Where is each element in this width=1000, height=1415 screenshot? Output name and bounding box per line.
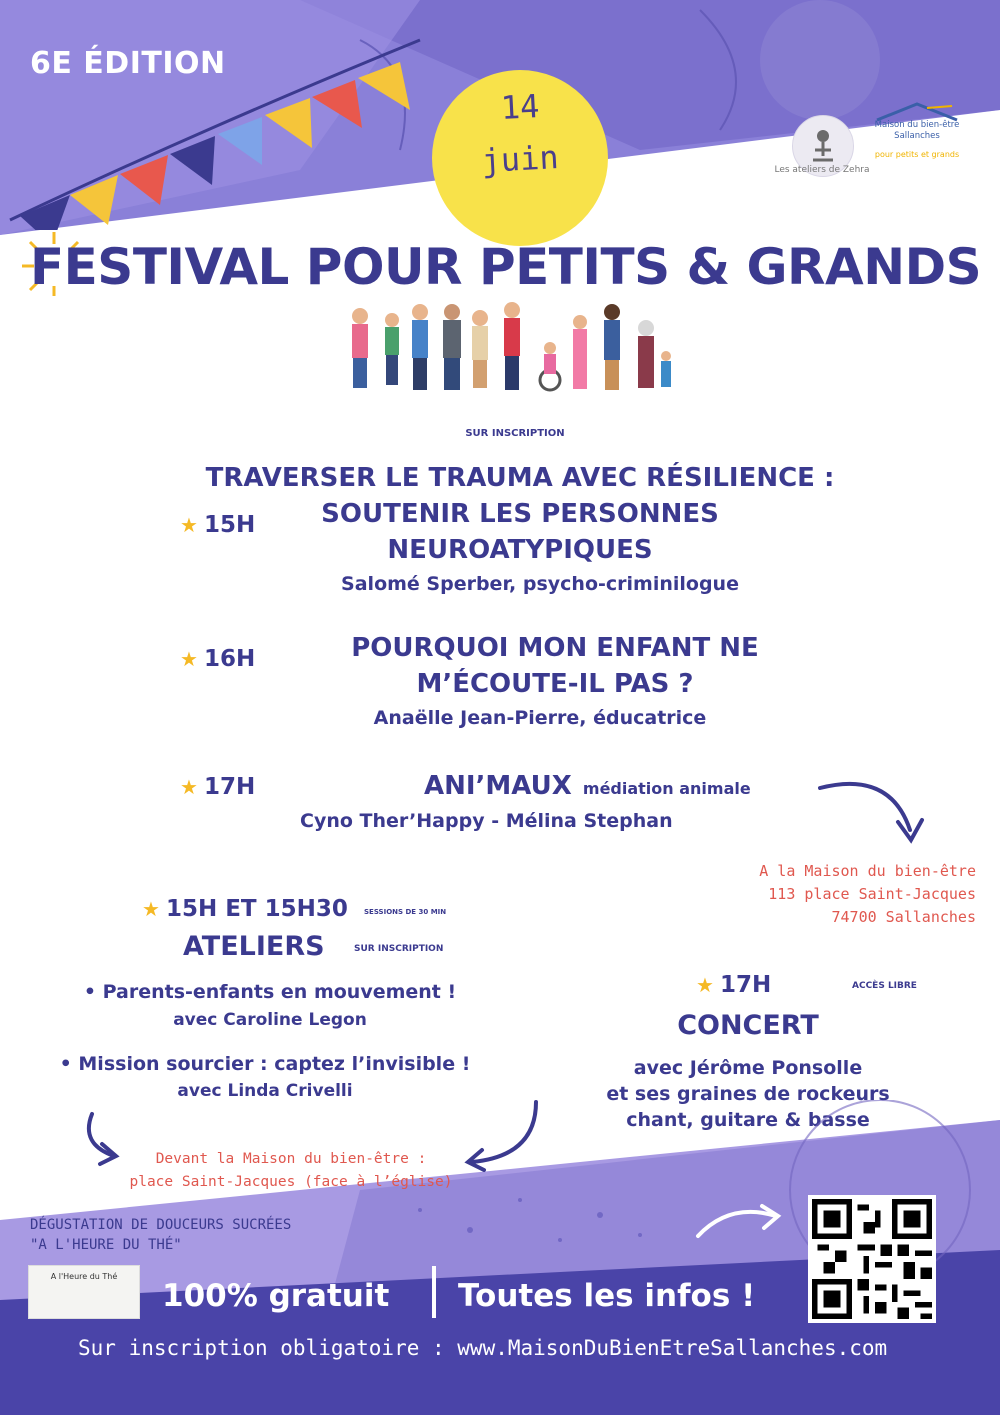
workshop-1-title: • Parents-enfants en mouvement ! xyxy=(83,981,457,1003)
workshop-1-host: avec Caroline Legon xyxy=(173,1010,367,1030)
curved-arrow-icon xyxy=(810,770,940,860)
tea-house-logo-text: A l'Heure du Thé xyxy=(50,1272,118,1281)
talk-1-title-line-2: SOUTENIR LES PERSONNES xyxy=(321,499,719,529)
workshop-2-title: • Mission sourcier : captez l’invisible ! xyxy=(59,1053,471,1075)
concert-line-3: chant, guitare & basse xyxy=(626,1109,870,1131)
talk-1-speaker: Salomé Sperber, psycho-criminilogue xyxy=(341,573,739,595)
talk-2-time: ★ 16H xyxy=(180,646,256,672)
free-label: 100% gratuit xyxy=(162,1278,390,1314)
talk-3-subtitle: médiation animale xyxy=(582,779,751,798)
star-icon: ★ xyxy=(180,775,198,799)
star-icon: ★ xyxy=(180,647,198,671)
workshops-time: ★ 15H ET 15H30 xyxy=(142,896,348,922)
talk-2-speaker: Anaëlle Jean-Pierre, éducatrice xyxy=(373,707,707,729)
talk-3-title: ANI’MAUX xyxy=(424,771,572,801)
talk-1-title-line-1: TRAVERSER LE TRAUMA AVEC RÉSILIENCE : xyxy=(205,463,835,493)
venue-outside xyxy=(110,1148,472,1194)
people-illustration xyxy=(340,298,680,398)
venue-outside-line-2: place Saint-Jacques (face à l’église) xyxy=(129,1174,453,1190)
tasting-line-2: "A L'HEURE DU THÉ" xyxy=(30,1237,182,1253)
talk-3-heading xyxy=(424,768,751,804)
venue-inside-line-1: A la Maison du bien-être xyxy=(759,862,976,880)
festival-title: FESTIVAL POUR PETITS & GRANDS xyxy=(30,238,982,296)
edition-label: 6E ÉDITION xyxy=(30,46,226,81)
workshop-2-host: avec Linda Crivelli xyxy=(177,1081,353,1101)
venue-inside xyxy=(700,860,976,929)
workshops-registration-note: SUR INSCRIPTION xyxy=(354,944,444,954)
talk-3-speaker: Cyno Ther’Happy - Mélina Stephan xyxy=(300,810,673,832)
star-icon: ★ xyxy=(142,897,160,921)
workshops-sessions-note: SESSIONS DE 30 MIN xyxy=(364,908,447,916)
venue-outside-line-1: Devant la Maison du bien-être : xyxy=(155,1151,427,1167)
star-icon: ★ xyxy=(696,973,714,997)
footer-divider xyxy=(432,1266,436,1318)
registration-website[interactable]: Sur inscription obligatoire : www.MaisonDuBienEtreSallanches.com xyxy=(78,1336,888,1360)
venue-inside-line-2: 113 place Saint-Jacques xyxy=(768,885,976,903)
info-label: Toutes les infos ! xyxy=(458,1278,756,1314)
maison-logo-tagline: pour petits et grands xyxy=(874,150,960,159)
talk-1-title-line-3: NEUROATYPIQUES xyxy=(387,535,653,565)
workshops-heading: ATELIERS xyxy=(183,931,325,962)
concert-time: ★ 17H xyxy=(696,972,772,998)
talk-2-title-line-2: M’ÉCOUTE-IL PAS ? xyxy=(416,669,694,699)
qr-code-icon xyxy=(812,1199,932,1319)
ateliers-logo-caption: Les ateliers de Zehra xyxy=(774,165,870,175)
concert-line-2: et ses graines de rockeurs xyxy=(606,1083,890,1105)
concert-access-note: ACCÈS LIBRE xyxy=(852,981,917,991)
talk-2-title-line-1: POURQUOI MON ENFANT NE xyxy=(351,633,759,663)
tasting-line-1: DÉGUSTATION DE DOUCEURS SUCRÉES xyxy=(30,1217,292,1233)
star-icon: ★ xyxy=(180,513,198,537)
venue-inside-line-3: 74700 Sallanches xyxy=(831,908,976,926)
date-day: 14 xyxy=(499,87,541,127)
talk-1-time: ★ 15H xyxy=(180,512,256,538)
tea-house-logo xyxy=(28,1265,140,1319)
arrow-to-qr-icon xyxy=(690,1196,790,1246)
talk-3-time: ★ 17H xyxy=(180,774,256,800)
registration-note: SUR INSCRIPTION xyxy=(465,428,565,439)
maison-logo-name: Maison du bien-être Sallanches xyxy=(874,120,960,141)
concert-line-1: avec Jérôme Ponsolle xyxy=(633,1057,863,1079)
date-month: juin xyxy=(480,138,560,180)
qr-code[interactable] xyxy=(808,1195,936,1323)
concert-heading: CONCERT xyxy=(677,1010,819,1041)
